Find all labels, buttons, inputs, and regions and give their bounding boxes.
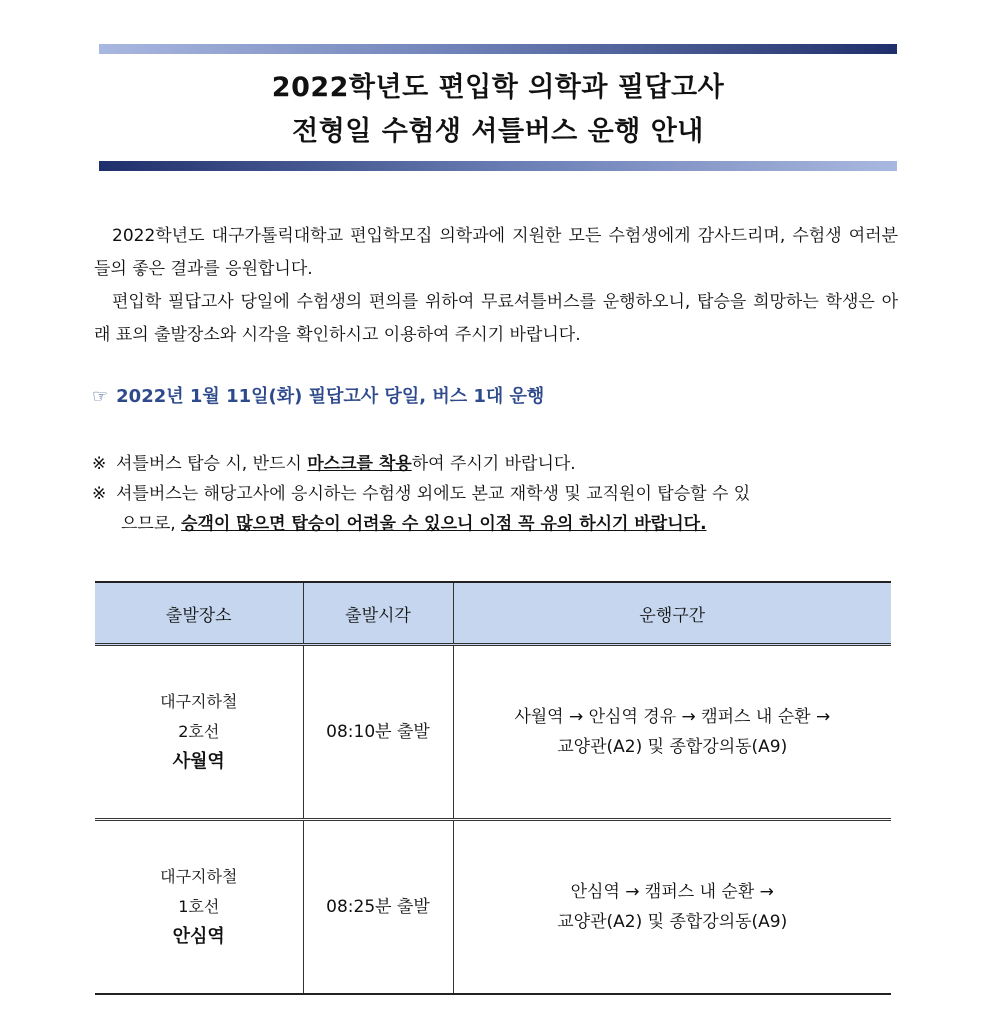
station-name: 안심역 [172, 926, 225, 947]
shuttle-schedule-table [95, 581, 891, 995]
note1-text: 셔틀버스 탑승 시, 반드시 [116, 454, 308, 474]
top-decorative-bar [99, 44, 897, 54]
intro-section [94, 220, 898, 352]
intro-paragraph-2: 편입학 필답고사 당일에 수험생의 편의를 위하여 무료셔틀버스를 운행하오니, 탑승을 희망하는 학생은 아래 표의 출발장소와 시각을 확인하시고 이용하여 주시기 바랍니다. [94, 292, 898, 345]
note2-continuation [92, 509, 898, 539]
route-line: 안심역 → 캠퍼스 내 순환 → [570, 882, 774, 902]
route-line: 사월역 → 안심역 경유 → 캠퍼스 내 순환 → [514, 707, 831, 727]
schedule-highlight-text: 2022년 1월 11일(화) 필답고사 당일, 버스 1대 운행 [116, 386, 545, 407]
title-line-2: 전형일 수험생 셔틀버스 운행 안내 [292, 116, 704, 147]
page-title [99, 66, 897, 154]
note-item [92, 449, 898, 479]
route-line: 교양관(A2) 및 종합강의동(A9) [557, 912, 788, 932]
table-row [95, 645, 891, 820]
note-item [92, 479, 898, 509]
station-name: 사월역 [172, 751, 225, 772]
departure-time-cell: 08:25분 출발 [303, 820, 453, 995]
location-line: 2호선 [178, 722, 220, 741]
pointing-hand-icon: ☞ [92, 386, 109, 407]
reference-mark-icon: ※ [92, 484, 107, 504]
note2-emphasis: 승객이 많으면 탑승이 어려울 수 있으니 이점 꼭 유의 하시기 바랍니다. [181, 514, 707, 534]
route-line: 교양관(A2) 및 종합강의동(A9) [557, 737, 788, 757]
note1-text-end: 하여 주시기 바랍니다. [411, 454, 576, 474]
route-cell [453, 820, 891, 995]
location-line: 1호선 [178, 897, 220, 916]
route-cell [453, 645, 891, 820]
reference-mark-icon: ※ [92, 454, 107, 474]
location-line: 대구지하철 [160, 867, 238, 886]
departure-place-cell [95, 820, 303, 995]
location-line: 대구지하철 [160, 692, 238, 711]
table-row [95, 820, 891, 995]
bottom-decorative-bar [99, 161, 897, 171]
title-line-1: 2022학년도 편입학 의학과 필답고사 [271, 72, 725, 103]
departure-time-cell: 08:10분 출발 [303, 645, 453, 820]
schedule-highlight [92, 382, 897, 412]
intro-paragraph-1: 2022학년도 대구가톨릭대학교 편입학모집 의학과에 지원한 모든 수험생에게 감사드리며, 수험생 여러분들의 좋은 결과를 응원합니다. [94, 226, 898, 279]
table-header-row [95, 582, 891, 645]
header-departure-place: 출발장소 [95, 582, 303, 645]
note1-emphasis: 마스크를 착용 [307, 454, 412, 474]
note2-continuation-text: 으므로, [121, 514, 182, 534]
notes-section [92, 449, 898, 539]
note2-text: 셔틀버스는 해당고사에 응시하는 수험생 외에도 본교 재학생 및 교직원이 탑승할 수 있 [116, 484, 751, 504]
header-departure-time: 출발시각 [303, 582, 453, 645]
header-route: 운행구간 [453, 582, 891, 645]
departure-place-cell [95, 645, 303, 820]
